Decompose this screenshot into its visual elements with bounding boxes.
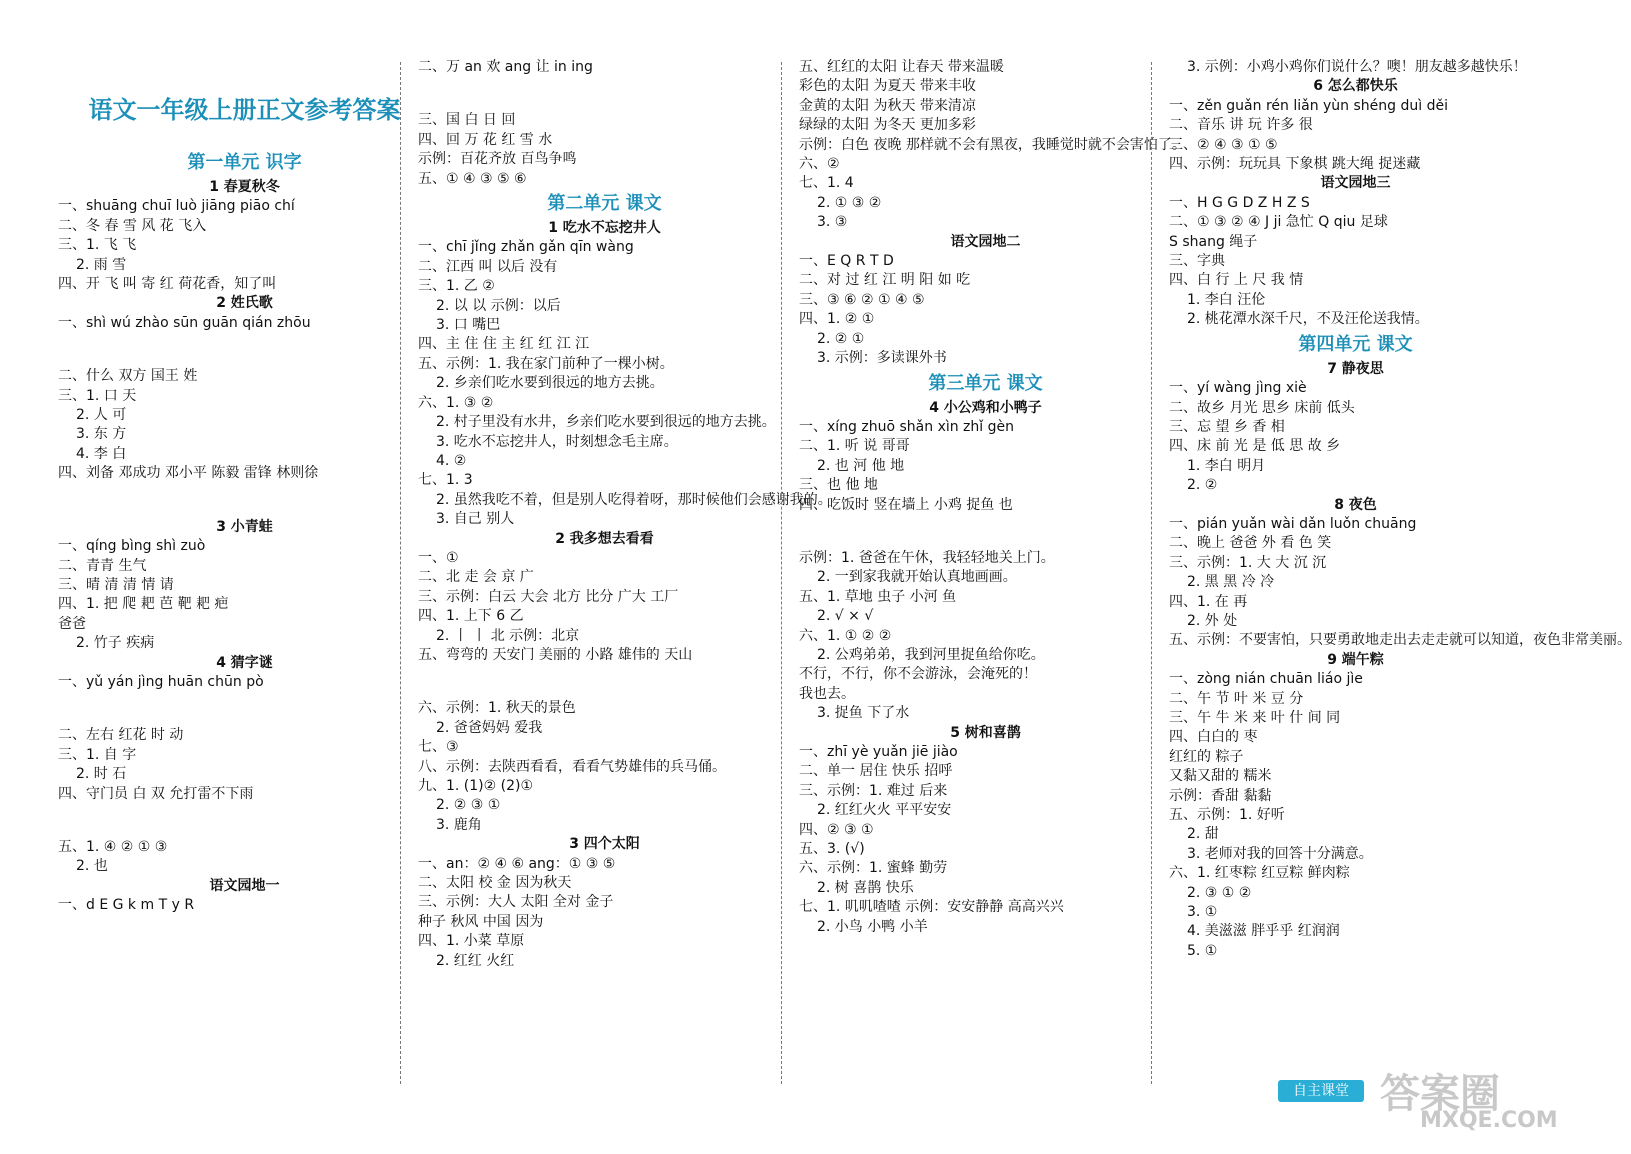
answer-line: 七、③ xyxy=(418,739,459,756)
answer-line: 2. 以 以 示例：以后 xyxy=(436,297,561,314)
answer-line: 六、1. ③ ② xyxy=(418,394,494,411)
answer-line: 不行，不行，你不会游泳，会淹死的！ xyxy=(799,666,1037,683)
lesson-heading: 语文园地二 xyxy=(950,233,1021,250)
answer-line: 3. 自己 别人 xyxy=(436,511,515,528)
answer-line: 四、② ③ ① xyxy=(799,821,874,838)
answer-line: 二、青青 生气 xyxy=(58,557,147,574)
answer-line: 二、音乐 讲 玩 许多 很 xyxy=(1169,117,1313,134)
answer-line: 爸爸 xyxy=(58,615,86,632)
answer-line: 五、3. (√) xyxy=(799,841,865,858)
answer-line: 3. ③ xyxy=(817,214,848,231)
answer-line: 三、③ ⑥ ② ① ④ ⑤ xyxy=(799,291,925,308)
lesson-heading: 9 端午粽 xyxy=(1327,651,1384,668)
answer-line: 5. ① xyxy=(1187,942,1218,959)
column-4 xyxy=(1163,58,1631,1084)
answer-line: 五、示例：不要害怕，只要勇敢地走出去走走就可以知道，夜色非常美丽。 xyxy=(1169,632,1631,649)
answer-line: 2. 外 处 xyxy=(1187,612,1238,629)
answer-line: 2. 也 xyxy=(76,858,108,875)
answer-line: 2. 时 石 xyxy=(76,766,127,783)
answer-line: 二、1. 听 说 哥哥 xyxy=(799,438,910,455)
unit-heading: 第二单元 课文 xyxy=(547,193,662,215)
lesson-heading: 2 姓氏歌 xyxy=(216,295,273,312)
answer-line: 我也去。 xyxy=(799,685,855,702)
unit-heading: 第一单元 识字 xyxy=(187,152,302,173)
lesson-heading: 3 四个太阳 xyxy=(569,836,640,853)
column-3 xyxy=(793,58,1186,1084)
answer-line: 一、shuāng chuī luò jiāng piāo chí xyxy=(58,198,295,215)
answer-line: 2. 树 喜鹊 快乐 xyxy=(817,879,914,896)
answer-line: 三、1. 飞 飞 xyxy=(58,237,137,254)
answer-line: 2. 黑 黑 冷 冷 xyxy=(1187,574,1275,591)
answer-line: 彩色的太阳 为夏天 带来丰收 xyxy=(799,78,976,95)
answer-line: 二、太阳 校 金 因为秋天 xyxy=(418,875,572,892)
answer-line: 2. ③ ① ② xyxy=(1187,884,1252,901)
answer-line: 二、左右 红花 时 动 xyxy=(58,727,184,744)
answer-line: 七、1. 叽叽喳喳 示例：安安静静 高高兴兴 xyxy=(799,899,1064,916)
matching-diagram xyxy=(58,692,431,726)
answer-line: 七、1. 3 xyxy=(418,472,473,489)
answer-line: 二、什么 双方 国王 姓 xyxy=(58,368,198,385)
answer-line: 三、② ④ ③ ① ⑤ xyxy=(1169,136,1278,153)
answer-line: 四、1. ② ① xyxy=(799,311,875,328)
answer-line: 五、示例：1. 我在家门前种了一棵小树。 xyxy=(418,355,674,372)
answer-line: 四、开 飞 叫 寄 红 荷花香，知了叫 xyxy=(58,276,277,293)
lesson-heading: 语文园地三 xyxy=(1320,175,1391,192)
answer-line: 二、晚上 爸爸 外 看 色 笑 xyxy=(1169,535,1332,552)
answer-line: 2. 人 可 xyxy=(76,407,127,424)
answer-line: 2. ① ③ ② xyxy=(817,194,882,211)
answer-line: 2. 红红 火红 xyxy=(436,952,515,969)
answer-line: 一、d E G k m T y R xyxy=(58,897,195,914)
answer-line: 种子 秋风 中国 因为 xyxy=(418,913,544,930)
answer-line: 四、1. 把 爬 耙 芭 靶 耙 疤 xyxy=(58,596,229,613)
answer-line: 示例：百花齐放 百鸟争鸣 xyxy=(418,151,577,168)
answer-line: 四、刘备 邓成功 邓小平 陈毅 雷锋 林则徐 xyxy=(58,465,319,482)
answer-line: 2. 乡亲们吃水要到很远的地方去挑。 xyxy=(436,375,664,392)
answer-line: 五、示例：1. 好听 xyxy=(1169,807,1285,824)
answer-line: 2. 竹子 疾病 xyxy=(76,635,155,652)
answer-line: 2. ② ③ ① xyxy=(436,797,501,814)
lesson-heading: 4 猜字谜 xyxy=(216,654,273,671)
answer-line: 一、qíng bìng shì zuò xyxy=(58,538,206,555)
answer-line: 3. 口 嘴巴 xyxy=(436,317,501,334)
answer-line: 一、H G G D Z H Z S xyxy=(1169,194,1310,211)
answer-line: 2. 红红火火 平平安安 xyxy=(817,802,952,819)
answer-line: 三、示例：白云 大会 北方 比分 广大 工厂 xyxy=(418,588,679,605)
answer-line: 一、an：② ④ ⑥ ang：① ③ ⑤ xyxy=(418,855,616,872)
answer-line: 2. 雨 雪 xyxy=(76,256,127,273)
answer-line: 二、单一 居住 快乐 招呼 xyxy=(799,763,953,780)
answer-line: 1. 李白 汪伦 xyxy=(1187,291,1266,308)
watermark-logo: 答案圈 xyxy=(1380,1071,1500,1117)
answer-line: 3. 吃水不忘挖井人，时刻想念毛主席。 xyxy=(436,433,678,450)
lesson-heading: 2 我多想去看看 xyxy=(555,530,654,547)
answer-line: 二、江西 叫 以后 没有 xyxy=(418,258,558,275)
answer-line: 六、示例：1. 蜜蜂 勤劳 xyxy=(799,860,948,877)
answer-line: 2. ② xyxy=(1187,477,1218,494)
answer-line: S shang 绳子 xyxy=(1169,233,1258,250)
answer-line: 三、1. 口 天 xyxy=(58,387,137,404)
answer-line: 六、1. 红枣粽 红豆粽 鲜肉粽 xyxy=(1169,865,1350,882)
answer-line: 一、shì wú zhào sūn guān qián zhōu xyxy=(58,314,311,331)
lesson-heading: 3 小青蛙 xyxy=(216,518,273,535)
answer-line: 3. 鹿角 xyxy=(436,816,482,833)
answer-line: 三、示例：大人 太阳 全对 金子 xyxy=(418,894,614,911)
answer-line: 2. 丨 丨 北 示例：北京 xyxy=(436,627,580,644)
answer-line: 四、白白的 枣 xyxy=(1169,729,1258,746)
answer-line: 一、yí wàng jìng xiè xyxy=(1169,380,1307,397)
answer-line: 2. 虽然我吃不着，但是别人吃得着呀，那时候他们会感谢我的。 xyxy=(436,491,832,508)
answer-line: 又黏又甜的 糯米 xyxy=(1169,768,1272,785)
answer-line: 1. 李白 明月 xyxy=(1187,457,1266,474)
answer-line: 金黄的太阳 为秋天 带来清凉 xyxy=(799,97,976,114)
lesson-heading: 7 静夜思 xyxy=(1327,360,1384,377)
answer-line: 3. 捉鱼 下了水 xyxy=(817,705,910,722)
lesson-heading: 4 小公鸡和小鸭子 xyxy=(929,399,1042,416)
answer-line: 一、zěn guǎn rén liǎn yùn shéng duì děi xyxy=(1169,97,1448,114)
answer-line: 五、1. ④ ② ① ③ xyxy=(58,838,168,855)
answer-line: 一、chī jǐng zhǎn gǎn qīn wàng xyxy=(418,239,634,256)
answer-line: 2. 桃花潭水深千尺，不及汪伦送我情。 xyxy=(1187,311,1429,328)
unit-heading: 第四单元 课文 xyxy=(1298,333,1413,355)
answer-line: 三、也 他 地 xyxy=(799,477,878,494)
answer-line: 2. 一到家我就开始认真地画画。 xyxy=(817,569,1017,586)
answer-line: 四、床 前 光 是 低 思 故 乡 xyxy=(1169,438,1341,455)
answer-line: 五、① ④ ③ ⑤ ⑥ xyxy=(418,170,527,187)
answer-line: 一、zhī yè yuǎn jiē jiào xyxy=(799,744,958,760)
answer-line: 二、冬 春 雪 风 花 飞入 xyxy=(58,217,207,234)
answer-line: 三、字典 xyxy=(1169,253,1225,270)
answer-line: 四、1. 小菜 草原 xyxy=(418,933,525,950)
answer-line: 四、守门员 白 双 允打雷不下雨 xyxy=(58,785,254,802)
answer-line: 四、回 万 花 红 雪 水 xyxy=(418,131,553,148)
answer-line: 2. 也 河 他 地 xyxy=(817,457,905,474)
answer-line: 4. 美滋滋 胖乎乎 红润润 xyxy=(1187,923,1340,940)
answer-line: 三、忘 望 乡 香 相 xyxy=(1169,418,1285,435)
answer-line: 五、弯弯的 天安门 美丽的 小路 雄伟的 天山 xyxy=(418,646,693,663)
answer-line: 一、zòng nián chuān liáo jìe xyxy=(1169,671,1363,688)
answer-line: 三、国 白 日 回 xyxy=(418,112,516,129)
answer-line: 2. ② ① xyxy=(817,330,865,347)
answer-line: 4. ② xyxy=(436,452,467,469)
matching-diagram xyxy=(58,484,431,518)
answer-line: 六、示例：1. 秋天的景色 xyxy=(418,700,576,717)
answer-line: 示例：1. 爸爸在午休，我轻轻地关上门。 xyxy=(799,549,1055,566)
answer-line: 2. 村子里没有水井，乡亲们吃水要到很远的地方去挑。 xyxy=(436,414,776,431)
answer-line: 一、yǔ yán jìng huān chūn pò xyxy=(58,673,264,690)
answer-line: 示例：香甜 黏黏 xyxy=(1169,787,1272,804)
column-divider xyxy=(781,62,782,1084)
answer-line: 红红的 粽子 xyxy=(1169,748,1244,765)
column-divider xyxy=(400,62,401,1084)
answer-line: 绿绿的太阳 为冬天 更加多彩 xyxy=(799,117,976,134)
answer-line: 五、1. 草地 虫子 小河 鱼 xyxy=(799,588,957,605)
lesson-heading: 语文园地一 xyxy=(209,877,280,894)
column-divider xyxy=(1151,62,1152,1084)
answer-line: 四、1. 在 再 xyxy=(1169,593,1248,610)
answer-line: 六、1. ① ② ② xyxy=(799,627,892,644)
answer-line: 三、示例：1. 难过 后来 xyxy=(799,782,948,799)
matching-diagram xyxy=(418,665,791,699)
answer-line: 3. 示例：小鸡小鸡你们说什么？噢！朋友越多越快乐！ xyxy=(1187,59,1527,75)
answer-line: 2. 公鸡弟弟，我到河里捉鱼给你吃。 xyxy=(817,646,1045,663)
answer-line: 一、① xyxy=(418,549,459,566)
matching-diagram xyxy=(58,804,431,838)
matching-diagram xyxy=(799,515,1172,549)
answer-line: 四、吃饭时 竖在墙上 小鸡 捉鱼 也 xyxy=(799,496,1013,513)
answer-line: 三、午 牛 米 来 叶 什 间 同 xyxy=(1169,710,1341,726)
answer-line: 2. √ × √ xyxy=(817,608,874,625)
page-title: 语文一年级上册正文参考答案 xyxy=(88,96,401,124)
unit-heading: 第三单元 课文 xyxy=(928,372,1043,394)
answer-line: 3. 东 方 xyxy=(76,426,127,443)
answer-line: 五、红红的太阳 让春天 带来温暖 xyxy=(799,59,1004,75)
answer-line: 2. 爸爸妈妈 爱我 xyxy=(436,719,543,736)
answer-line: 示例：白色 夜晚 那样就不会有黑夜，我睡觉时就不会害怕了。 xyxy=(799,136,1186,153)
answer-line: 四、主 住 住 主 红 红 江 江 xyxy=(418,336,590,353)
answer-line: 三、晴 清 清 情 请 xyxy=(58,576,174,593)
answer-line: 一、xíng zhuō shǎn xìn zhǐ gèn xyxy=(799,418,1014,435)
answer-line: 六、② xyxy=(799,156,840,173)
answer-line: 四、示例：玩玩具 下象棋 跳大绳 捉迷藏 xyxy=(1169,156,1421,173)
answer-line: 3. ① xyxy=(1187,904,1218,921)
matching-diagram xyxy=(58,333,431,367)
answer-line: 九、1. (1)② (2)① xyxy=(418,778,534,794)
answer-line: 二、万 an 欢 ang 让 in ing xyxy=(418,59,593,75)
answer-line: 七、1. 4 xyxy=(799,175,854,192)
column-1 xyxy=(52,58,437,1084)
answer-line: 二、北 走 会 京 广 xyxy=(418,569,534,586)
answer-line: 2. 甜 xyxy=(1187,826,1219,843)
answer-line: 二、对 过 红 江 明 阳 如 吃 xyxy=(799,272,971,289)
answer-line: 三、示例：1. 大 大 沉 沉 xyxy=(1169,554,1327,571)
answer-line: 一、pián yuǎn wài dǎn luǒn chuāng xyxy=(1169,515,1417,532)
answer-line: 3. 老师对我的回答十分满意。 xyxy=(1187,845,1373,862)
lesson-heading: 1 春夏秋冬 xyxy=(209,179,280,195)
answer-line: 四、白 行 上 尺 我 情 xyxy=(1169,272,1304,289)
matching-diagram xyxy=(418,77,791,111)
answer-line: 四、1. 上下 6 乙 xyxy=(418,608,524,625)
answer-line: 4. 李 白 xyxy=(76,445,127,462)
answer-line: 二、故乡 月光 思乡 床前 低头 xyxy=(1169,399,1355,416)
answer-line: 三、1. 乙 ② xyxy=(418,278,495,295)
lesson-heading: 8 夜色 xyxy=(1334,496,1377,513)
answer-line: 3. 示例：多读课外书 xyxy=(817,350,947,367)
answer-line: 二、① ③ ② ④ J ji 急忙 Q qiu 足球 xyxy=(1169,214,1388,231)
footer-badge: 自主课堂 xyxy=(1278,1080,1364,1102)
answer-line: 三、1. 自 字 xyxy=(58,746,137,763)
answer-line: 一、E Q R T D xyxy=(799,253,894,270)
lesson-heading: 6 怎么都快乐 xyxy=(1313,78,1398,95)
lesson-heading: 5 树和喜鹊 xyxy=(950,724,1021,741)
lesson-heading: 1 吃水不忘挖井人 xyxy=(548,220,661,237)
answer-line: 八、示例：去陕西看看，看看气势雄伟的兵马俑。 xyxy=(418,758,726,775)
answer-line: 2. 小鸟 小鸭 小羊 xyxy=(817,918,928,935)
answer-line: 二、午 节 叶 米 豆 分 xyxy=(1169,690,1304,707)
watermark-url: MXQE.COM xyxy=(1420,1108,1558,1133)
